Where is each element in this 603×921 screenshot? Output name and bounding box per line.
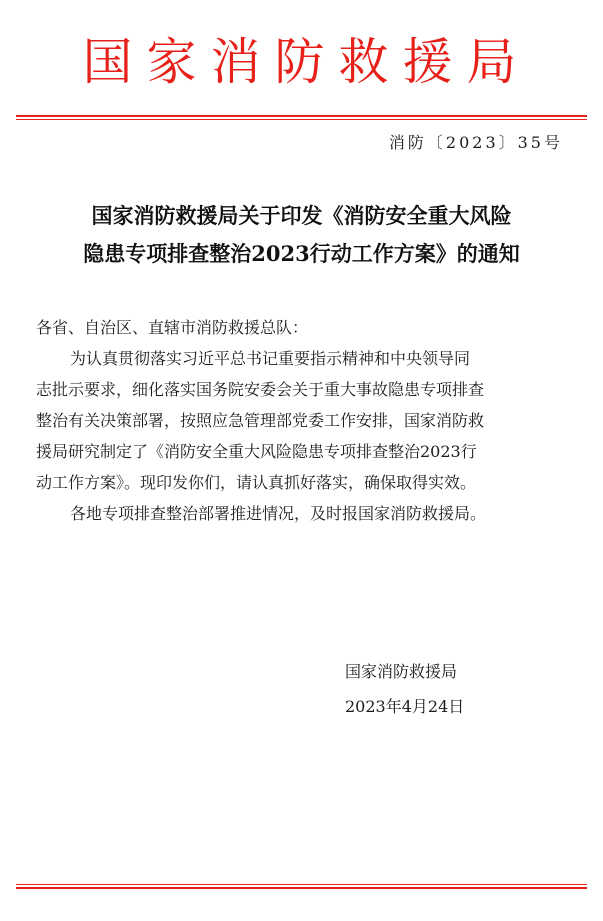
paragraph-2: 各地专项排查整治部署推进情况，及时报国家消防救援局。 xyxy=(70,504,487,523)
paragraph-1-line-1: 为认真贯彻落实习近平总书记重要指示精神和中央领导同 xyxy=(70,349,471,368)
paragraph-1-line-4: 援局研究制定了《消防安全重大风险隐患专项排查整治2023行 xyxy=(36,442,477,461)
paragraph-1-line-3: 整治有关决策部署，按照应急管理部党委工作安排，国家消防救 xyxy=(36,411,485,430)
issue-date: 2023年4月24日 xyxy=(345,697,465,716)
paragraph-1-line-2: 志批示要求，细化落实国务院安委会关于重大事故隐患专项排查 xyxy=(36,380,485,399)
document-number: 消防〔2023〕35号 xyxy=(388,133,563,152)
masthead-divider xyxy=(16,115,587,120)
document-title-line-2: 隐患专项排查整治2023行动工作方案》的通知 xyxy=(83,241,520,266)
footer-divider xyxy=(16,884,587,889)
document-body xyxy=(36,312,570,529)
signature-block xyxy=(345,654,464,724)
issuer-name: 国家消防救援局 xyxy=(345,662,458,681)
masthead-title: 国家消防救援局 xyxy=(82,33,531,91)
document-title-line-1: 国家消防救援局关于印发《消防安全重大风险 xyxy=(91,203,512,228)
document-title xyxy=(0,197,603,273)
addressee: 各省、自治区、直辖市消防救援总队： xyxy=(36,318,309,337)
paragraph-1-line-5: 动工作方案》。现印发你们，请认真抓好落实，确保取得实效。 xyxy=(36,473,477,492)
